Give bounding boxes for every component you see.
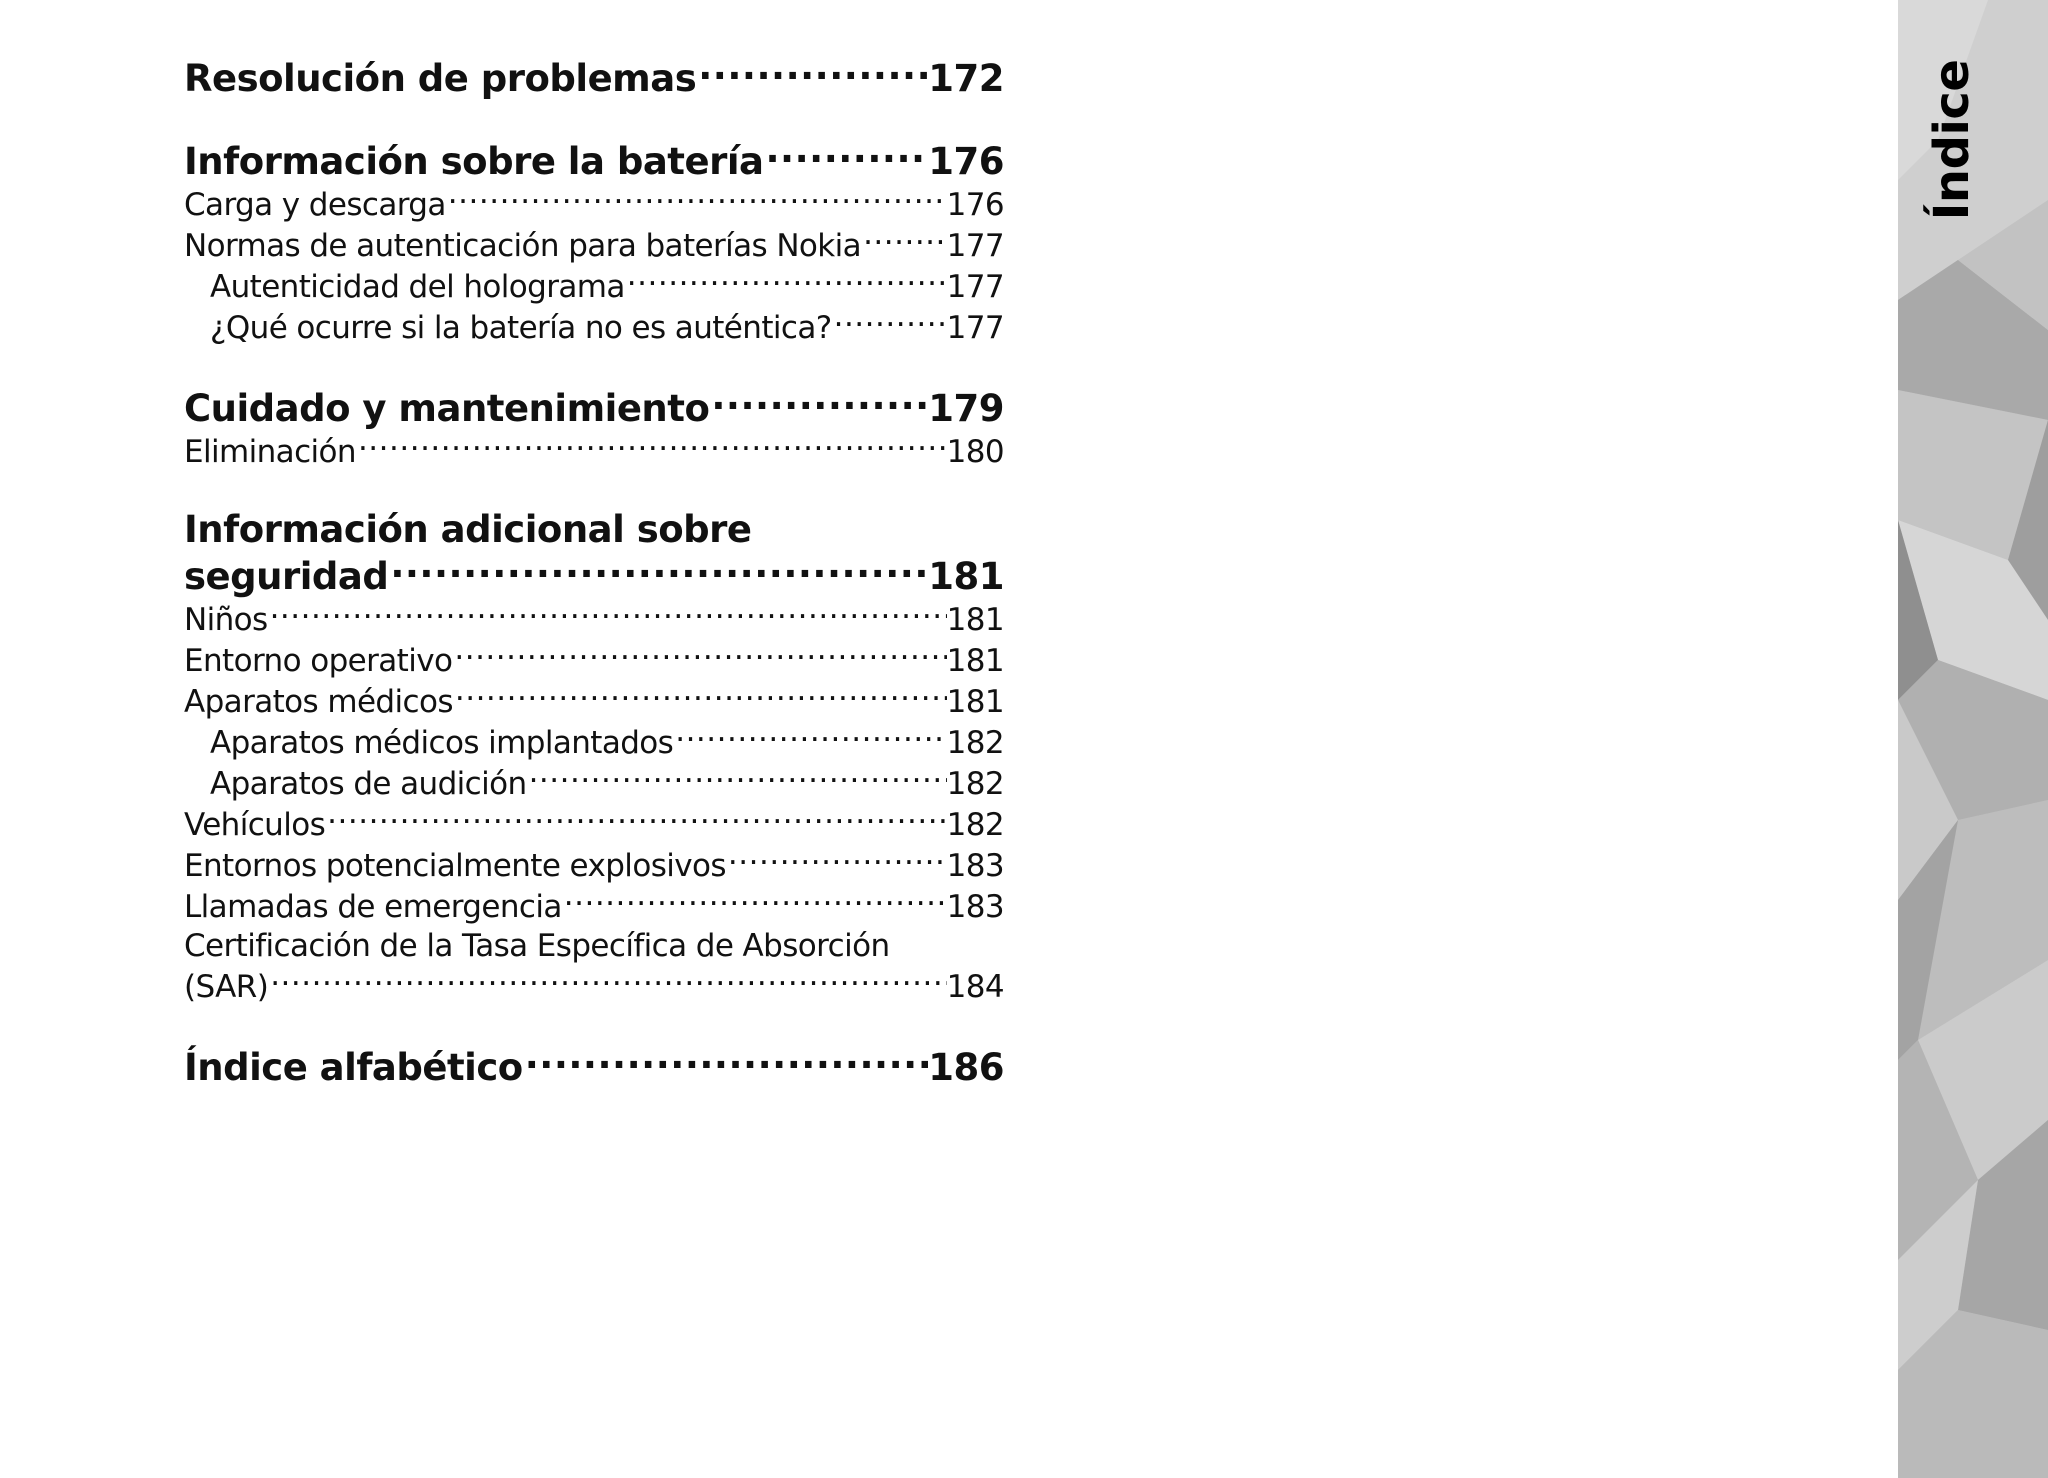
toc-heading-line: Información adicional sobre (184, 508, 752, 551)
toc-entry[interactable] (184, 845, 1004, 886)
dot-leader (625, 266, 947, 297)
toc-entry-label: Aparatos médicos (184, 684, 453, 720)
toc-entry[interactable] (184, 763, 1004, 804)
toc-entry-label: Autenticidad del holograma (210, 269, 625, 305)
toc-entry-page: 177 (946, 228, 1004, 264)
toc-heading-label: Información sobre la batería (184, 140, 764, 183)
toc-section (184, 508, 1004, 1007)
toc-entry-page: 181 (946, 643, 1004, 679)
dot-leader (388, 552, 928, 589)
toc-entry-label: ¿Qué ocurre si la batería no es auténtica? (210, 310, 832, 346)
dot-leader (726, 845, 947, 876)
dot-leader (562, 886, 947, 917)
dot-leader (527, 763, 947, 794)
dot-leader (861, 225, 947, 256)
dot-leader (696, 54, 928, 91)
toc-entry-label: (SAR) (184, 969, 269, 1005)
toc-entry-label: Eliminación (184, 434, 356, 470)
toc-entry-label: Llamadas de emergencia (184, 889, 562, 925)
section-tab-label-text: Índice (1924, 59, 1980, 221)
toc-entry-label: Niños (184, 602, 268, 638)
toc-entry-page: 180 (946, 434, 1004, 470)
toc-entry[interactable] (184, 681, 1004, 722)
toc-entry-label: Carga y descarga (184, 187, 446, 223)
toc-heading-label: Cuidado y mantenimiento (184, 387, 710, 430)
toc-heading-page: 172 (928, 57, 1004, 100)
dot-leader (356, 431, 947, 462)
toc-entry-label: Entorno operativo (184, 643, 453, 679)
dot-leader (268, 966, 946, 997)
dot-leader (268, 599, 947, 630)
toc-entry[interactable] (184, 722, 1004, 763)
table-of-contents (184, 54, 1004, 1090)
toc-heading-label: Resolución de problemas (184, 57, 697, 100)
toc-section (184, 1043, 1004, 1090)
toc-entry-page: 184 (946, 969, 1004, 1005)
toc-entry[interactable] (184, 599, 1004, 640)
toc-heading[interactable] (184, 552, 1004, 599)
toc-entry[interactable] (184, 966, 1004, 1007)
toc-entry-page: 182 (946, 725, 1004, 761)
toc-heading[interactable] (184, 384, 1004, 431)
toc-entry-label: Vehículos (184, 807, 326, 843)
toc-entry-page: 183 (946, 848, 1004, 884)
toc-heading[interactable] (184, 54, 1004, 101)
dot-leader (523, 1043, 929, 1080)
dot-leader (446, 184, 947, 215)
toc-heading-page: 186 (928, 1046, 1004, 1089)
toc-entry[interactable] (184, 640, 1004, 681)
dot-leader (673, 722, 946, 753)
toc-entry-page: 183 (946, 889, 1004, 925)
toc-heading-label: seguridad (184, 555, 389, 598)
toc-entry-page: 176 (946, 187, 1004, 223)
section-tab-label (1912, 60, 1992, 220)
dot-leader (763, 137, 928, 174)
toc-entry[interactable] (184, 307, 1004, 348)
toc-entry[interactable] (184, 225, 1004, 266)
toc-heading[interactable] (184, 137, 1004, 184)
toc-heading[interactable] (184, 1043, 1004, 1090)
toc-entry[interactable] (184, 431, 1004, 472)
dot-leader (452, 640, 946, 671)
toc-entry-page: 177 (946, 310, 1004, 346)
toc-section (184, 384, 1004, 472)
toc-entry-label: Aparatos de audición (210, 766, 527, 802)
side-tab-decoration (1898, 0, 2048, 1478)
toc-section (184, 137, 1004, 348)
toc-entry[interactable] (184, 886, 1004, 927)
faceted-pattern-graphic (1898, 0, 2048, 1478)
dot-leader (832, 307, 947, 338)
toc-entry-page: 182 (946, 807, 1004, 843)
toc-entry[interactable] (184, 266, 1004, 307)
toc-heading-page: 181 (928, 555, 1004, 598)
toc-entry-page: 181 (946, 602, 1004, 638)
toc-entry-label: Entornos potencialmente explosivos (184, 848, 726, 884)
toc-entry[interactable] (184, 804, 1004, 845)
toc-entry[interactable] (184, 184, 1004, 225)
toc-entry-label: Normas de autenticación para baterías Nokia (184, 228, 862, 264)
toc-entry-page: 182 (946, 766, 1004, 802)
toc-heading-page: 176 (928, 140, 1004, 183)
dot-leader (709, 384, 928, 421)
toc-entry-line: Certificación de la Tasa Específica de Absorción (184, 928, 890, 964)
toc-section (184, 54, 1004, 101)
dot-leader (453, 681, 947, 712)
toc-entry-page: 177 (946, 269, 1004, 305)
toc-heading-page: 179 (928, 387, 1004, 430)
toc-entry-page: 181 (946, 684, 1004, 720)
dot-leader (325, 804, 946, 835)
toc-heading-label: Índice alfabético (184, 1046, 523, 1089)
toc-entry-label: Aparatos médicos implantados (210, 725, 674, 761)
